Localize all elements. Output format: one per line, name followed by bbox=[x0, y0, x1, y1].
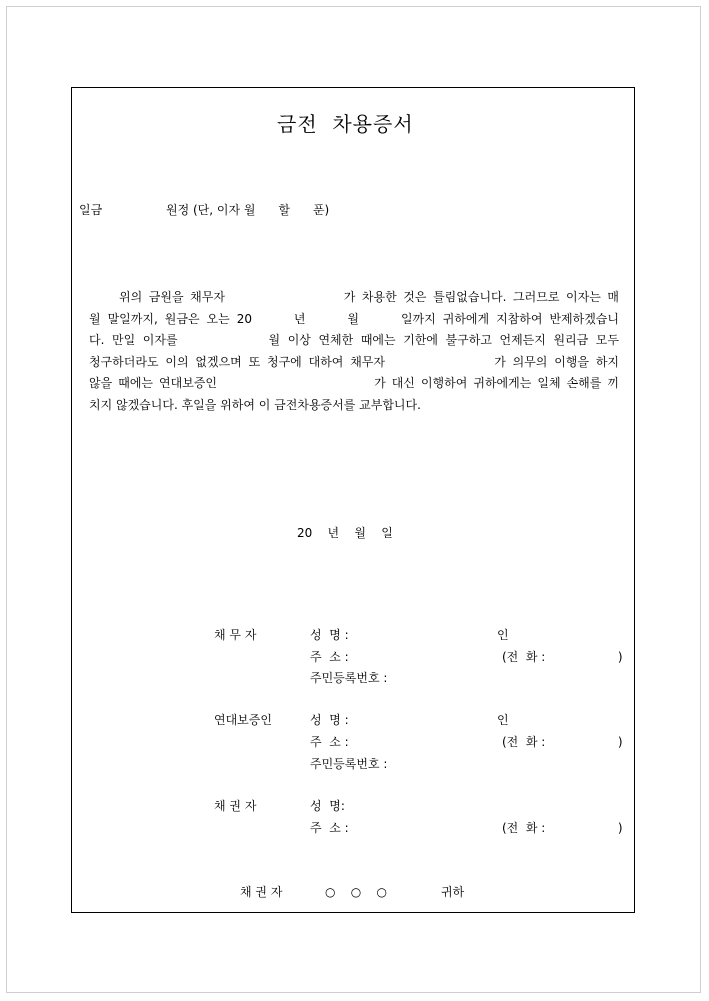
creditor-name-label: 성 명: bbox=[310, 799, 345, 813]
contract-body bbox=[89, 287, 619, 416]
body-line-5: 않을 때에는 연대보증인 가 대신 이행하여 귀하에게는 일체 손해를 끼 bbox=[89, 376, 619, 390]
body-line-3: 다. 만일 이자를 월 이상 연체한 때에는 기한에 불구하고 언제든지 원리금 모두 bbox=[89, 333, 619, 347]
creditor-role: 채 권 자 bbox=[214, 799, 257, 813]
body-line-6: 치지 않겠습니다. 후일을 위하여 이 금전차용증서를 교부합니다. bbox=[89, 397, 421, 412]
debtor-id-label: 주민등록번호 : bbox=[310, 671, 388, 685]
addressee-role: 채 권 자 bbox=[240, 885, 283, 899]
document-title: 금전 차용증서 bbox=[277, 112, 414, 136]
document-border bbox=[71, 87, 635, 913]
debtor-role: 채 무 자 bbox=[214, 628, 257, 642]
amount-prefix: 일금 bbox=[79, 203, 103, 217]
debtor-address-label: 주 소 : bbox=[310, 650, 349, 664]
guarantor-name-label: 성 명 : bbox=[310, 713, 349, 727]
debtor-name-label: 성 명 : bbox=[310, 628, 349, 642]
body-line-2: 월 말일까지, 원금은 오는 20 년 월 일까지 귀하에게 지참하여 반제하겠습니 bbox=[89, 311, 619, 326]
debtor-phone-label: (전 화 : ) bbox=[502, 650, 623, 664]
addressee-placeholder: ○ ○ ○ bbox=[325, 885, 387, 899]
addressee-honorific: 귀하 bbox=[441, 885, 465, 899]
body-line-4: 청구하더라도 이의 없겠으며 또 청구에 대하여 채무자 가 의무의 이행을 하지 bbox=[89, 354, 619, 369]
creditor-phone-label: (전 화 : ) bbox=[502, 821, 623, 835]
creditor-address-label: 주 소 : bbox=[310, 821, 349, 835]
guarantor-phone-label: (전 화 : ) bbox=[502, 735, 623, 749]
body-line-1: 위의 금원을 채무자 가 차용한 것은 틀림없습니다. 그러므로 이자는 매 bbox=[119, 290, 619, 304]
guarantor-seal: 인 bbox=[497, 713, 509, 727]
guarantor-role: 연대보증인 bbox=[214, 713, 272, 727]
guarantor-address-label: 주 소 : bbox=[310, 735, 349, 749]
date-line: 20 년 월 일 bbox=[297, 526, 393, 540]
guarantor-id-label: 주민등록번호 : bbox=[310, 757, 388, 771]
amount-suffix: 원정 (단, 이자 월 할 푼) bbox=[166, 203, 330, 217]
debtor-seal: 인 bbox=[497, 628, 509, 642]
